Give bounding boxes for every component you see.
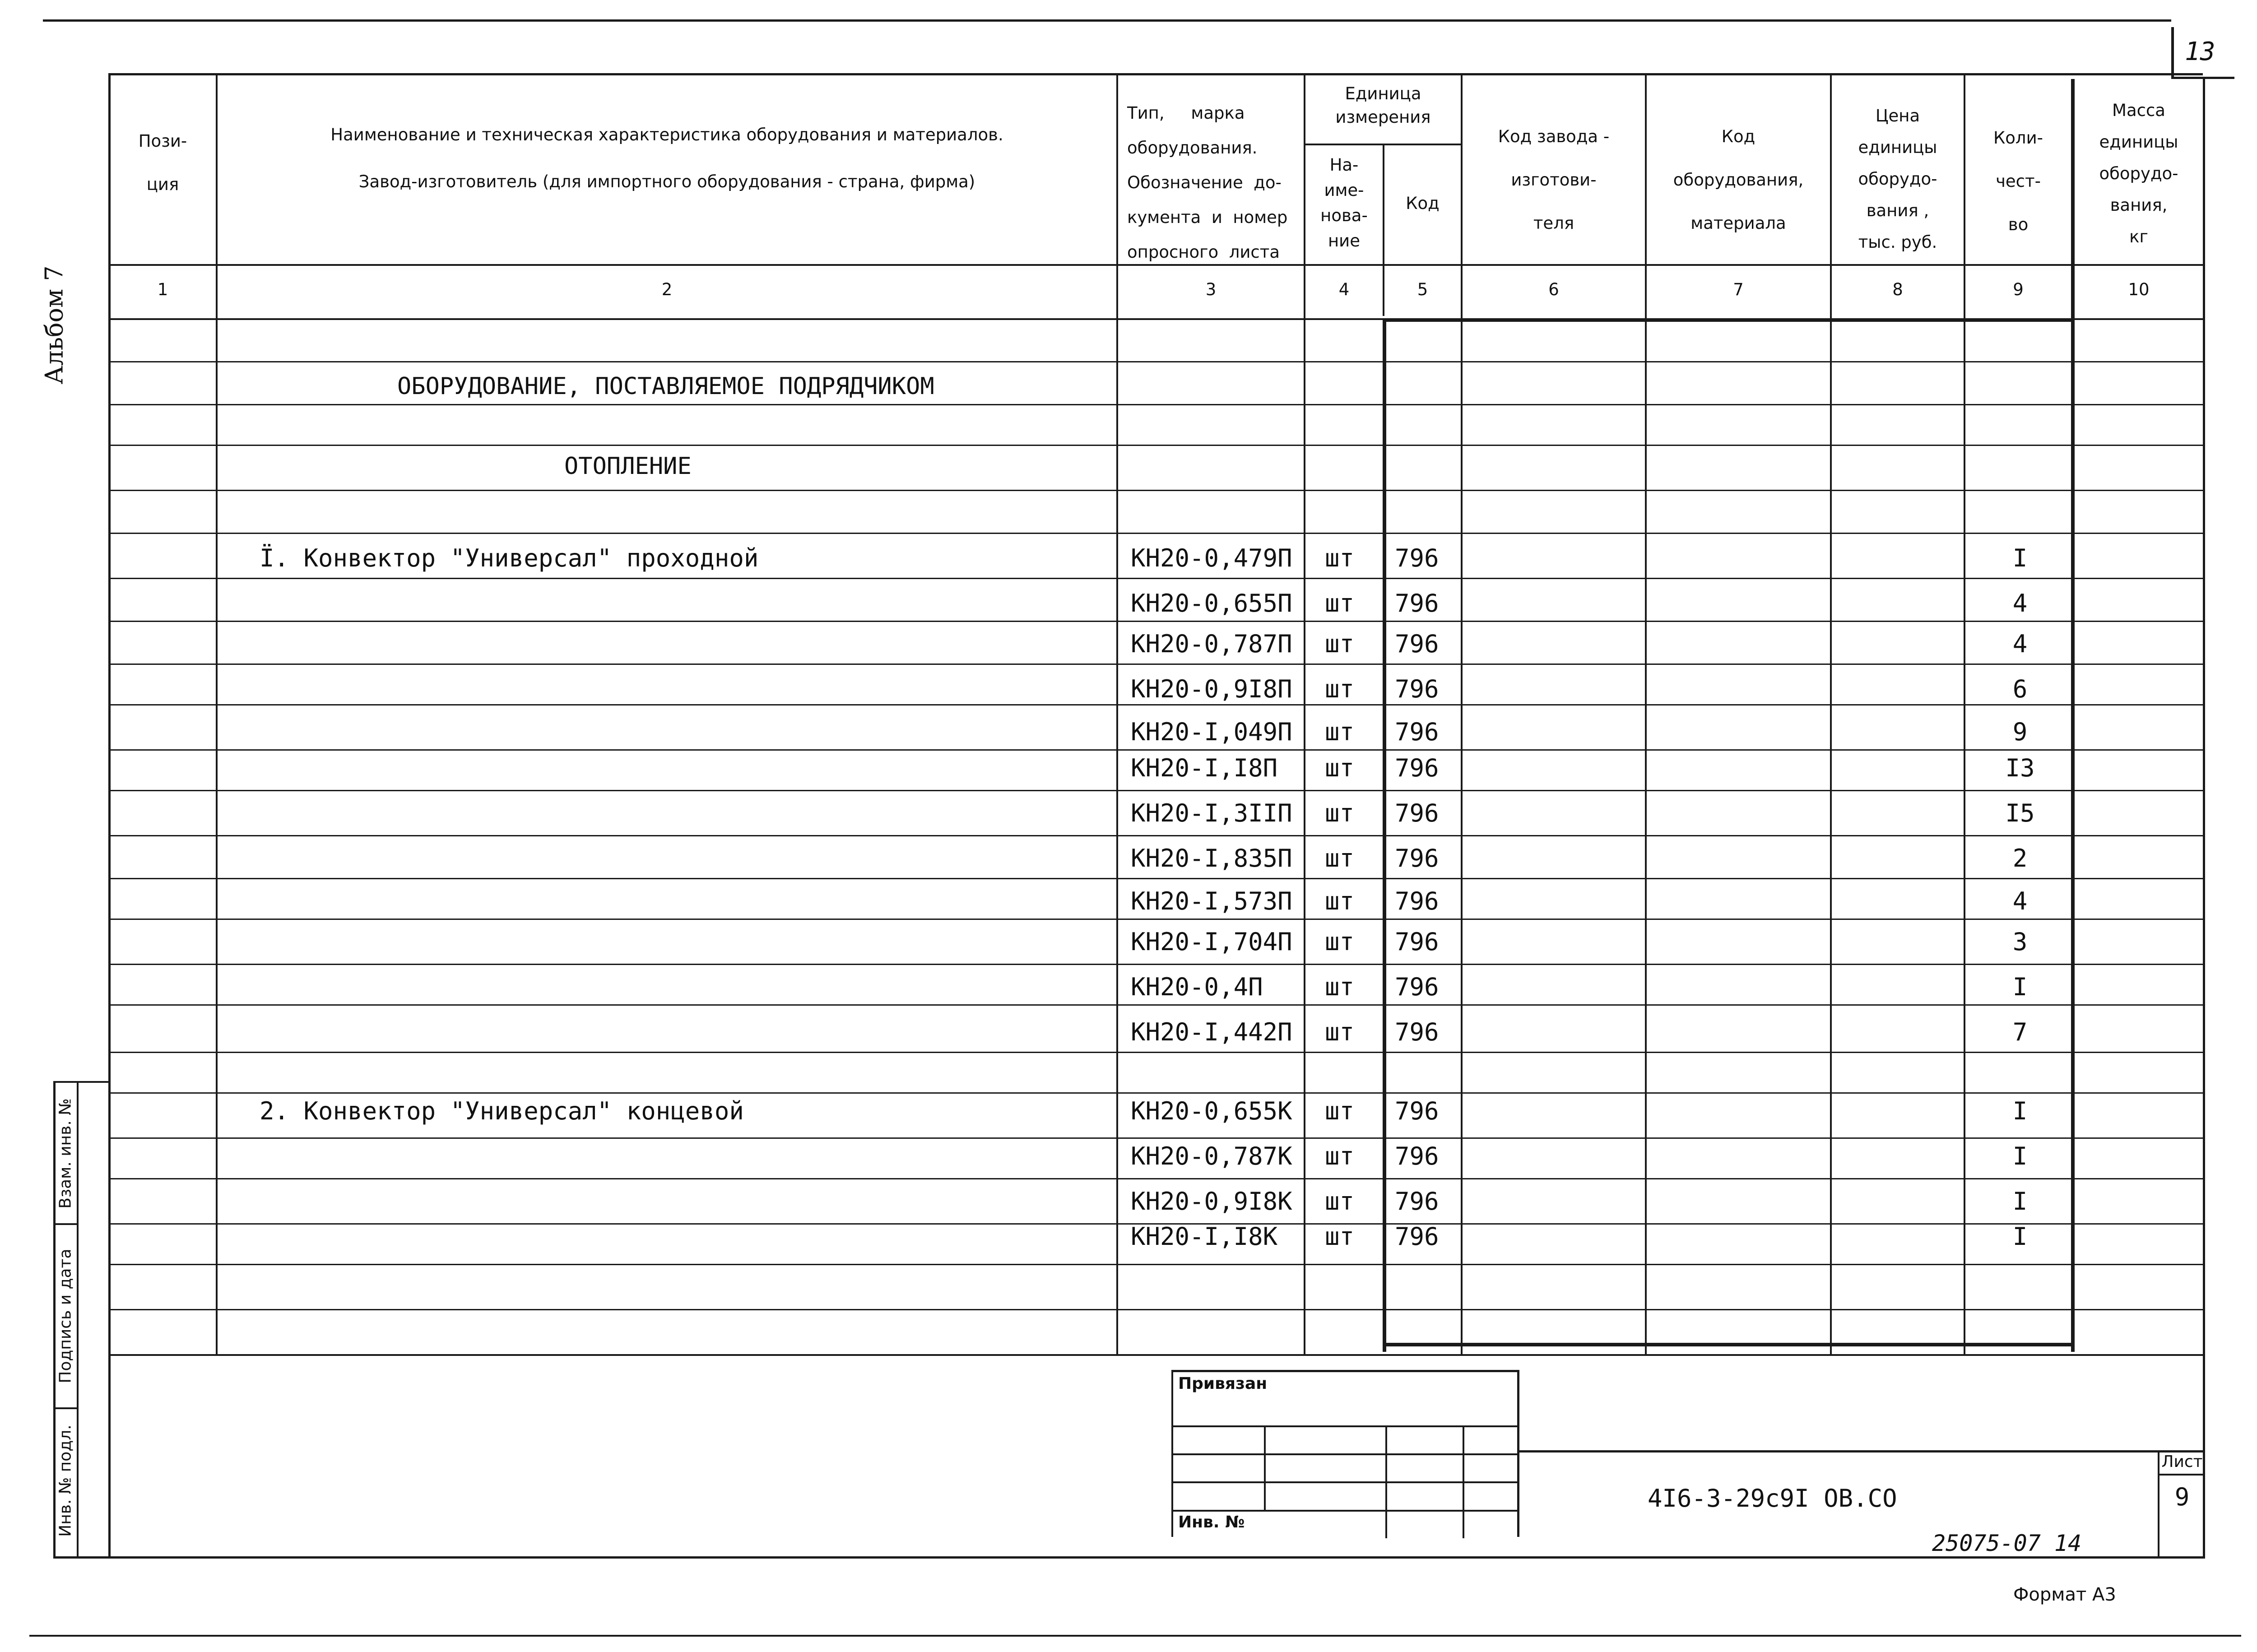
row-qty: I5	[2005, 799, 2035, 827]
row-code: 796	[1395, 928, 1439, 956]
row-unit: шт	[1325, 1018, 1355, 1046]
row-divider	[108, 1052, 2203, 1053]
table-right	[2203, 79, 2205, 1558]
row-qty: 3	[2012, 928, 2028, 956]
column-number: 1	[157, 280, 168, 299]
row-type: КН20-I,573П	[1131, 887, 1292, 915]
row-code: 796	[1395, 1097, 1439, 1125]
format-label: Формат А3	[2013, 1584, 2116, 1605]
top-border-line	[43, 19, 2171, 22]
header-quantity: Коли- чест- во	[1993, 128, 2043, 234]
row-type: КН20-I,442П	[1131, 1018, 1292, 1046]
row-divider	[108, 1004, 2203, 1006]
tb-top	[1171, 1370, 1519, 1372]
header-position: Пози- ция	[138, 131, 187, 194]
row-divider	[108, 1264, 2203, 1265]
row-code: 796	[1395, 544, 1439, 572]
row-unit: шт	[1325, 630, 1355, 658]
row-unit: шт	[1325, 1187, 1355, 1216]
bold-box-top	[1383, 318, 2075, 322]
row-divider	[108, 964, 2203, 965]
table-top	[108, 73, 2203, 75]
tb-row1	[1171, 1425, 1519, 1427]
row-divider	[108, 1309, 2203, 1310]
row-type: КН20-0,655П	[1131, 589, 1292, 617]
row-qty: 9	[2012, 718, 2028, 746]
column-number: 9	[2013, 280, 2024, 299]
replace-inv-no: Взам. инв. №	[56, 1098, 75, 1209]
row-divider	[108, 445, 2203, 446]
row-qty: I	[2012, 1097, 2028, 1125]
header-unit-price: Цена единицы оборудо- вания , тыс. руб.	[1858, 106, 1937, 252]
row-divider	[108, 361, 2203, 362]
header-equipment-code: Код оборудования, материала	[1673, 127, 1804, 233]
column-number: 4	[1338, 280, 1350, 299]
bound-label: Привязан	[1178, 1374, 1268, 1393]
inv-no-label: Инв. №	[1178, 1513, 1245, 1531]
header-mass: Масса единицы оборудо- вания, кг	[2099, 101, 2178, 246]
row-unit: шт	[1325, 844, 1355, 872]
body-bottom	[108, 1354, 2203, 1356]
column-number: 7	[1733, 280, 1744, 299]
header-type: Тип, марка оборудования. Обозначение до- кумента и номер опросного листа	[1127, 103, 1288, 262]
row-unit: шт	[1325, 928, 1355, 956]
row-qty: 6	[2012, 675, 2028, 703]
col-line-8	[1964, 73, 1965, 1354]
header-unit-name: На- име- нова- ние	[1320, 155, 1368, 251]
column-number: 5	[1417, 280, 1428, 299]
column-number: 3	[1205, 280, 1217, 299]
tb-sheet-left	[2158, 1450, 2159, 1559]
row-qty: I	[2012, 973, 2028, 1001]
sheet-corner-number: 13	[2185, 37, 2215, 66]
header-factory-code: Код завода - изготови- теля	[1498, 127, 1610, 233]
row-unit: шт	[1325, 718, 1355, 746]
tb-sheet-div	[2158, 1474, 2203, 1476]
row-divider	[108, 878, 2203, 879]
row-qty: 4	[2012, 630, 2028, 658]
side-stamp-inner	[77, 1081, 79, 1559]
row-divider	[108, 533, 2203, 534]
row-unit: шт	[1325, 1142, 1355, 1170]
tb-row4	[1171, 1510, 1519, 1512]
tb-col3	[1463, 1425, 1464, 1538]
row-unit: шт	[1325, 754, 1355, 782]
row-type: КН20-I,I8К	[1131, 1222, 1278, 1251]
row-type: КН20-I,835П	[1131, 844, 1292, 872]
row-name: 2. Конвектор "Универсал" концевой	[260, 1097, 744, 1125]
col-line-6	[1645, 73, 1647, 1354]
side-stamp-outer-left	[53, 1081, 56, 1559]
row-type: КН20-0,655К	[1131, 1097, 1292, 1125]
row-unit: шт	[1325, 544, 1355, 572]
document-code: 4I6-3-29с9I ОВ.СО	[1648, 1484, 1897, 1513]
tb-row2	[1171, 1453, 1519, 1455]
col-line-5	[1461, 73, 1463, 1354]
row-code: 796	[1395, 754, 1439, 782]
header-unit-group: Единица измерения	[1335, 84, 1431, 127]
header-name-line1: Наименование и техническая характеристика оборудования и материалов.	[330, 125, 1003, 144]
corner-box-left	[2171, 27, 2174, 79]
row-code: 796	[1395, 1142, 1439, 1170]
row-unit: шт	[1325, 973, 1355, 1001]
column-number: 2	[661, 280, 673, 299]
row-unit: шт	[1325, 589, 1355, 617]
row-type: КН20-0,787П	[1131, 630, 1292, 658]
row-divider	[108, 578, 2203, 579]
row-divider	[108, 1178, 2203, 1179]
row-qty: 4	[2012, 887, 2028, 915]
sheet-number: 9	[2174, 1483, 2190, 1511]
tb-col2	[1385, 1425, 1387, 1538]
row-divider	[108, 621, 2203, 622]
row-type: КН20-0,9I8К	[1131, 1187, 1292, 1216]
row-qty: 7	[2012, 1018, 2028, 1046]
tb-doc-top	[1517, 1450, 2203, 1452]
header-unit-code: Код	[1406, 194, 1440, 213]
row-divider	[108, 1092, 2203, 1094]
row-code: 796	[1395, 630, 1439, 658]
section-title: ОБОРУДОВАНИЕ, ПОСТАВЛЯЕМОЕ ПОДРЯДЧИКОМ	[397, 373, 934, 400]
col-line-9-bold	[2071, 79, 2075, 1352]
unit-group-divider	[1304, 144, 1463, 145]
row-type: КН20-0,9I8П	[1131, 675, 1292, 703]
row-divider	[108, 749, 2203, 751]
row-qty: I	[2012, 1142, 2028, 1170]
row-qty: I	[2012, 1222, 2028, 1251]
row-qty: I	[2012, 1187, 2028, 1216]
row-type: КН20-I,3IIП	[1131, 799, 1292, 827]
column-number: 10	[2128, 280, 2150, 299]
section-subtitle: ОТОПЛЕНИЕ	[564, 453, 692, 480]
row-qty: 2	[2012, 844, 2028, 872]
row-type: КН20-0,787К	[1131, 1142, 1292, 1170]
tb-col1	[1264, 1425, 1266, 1511]
row-type: КН20-I,704П	[1131, 928, 1292, 956]
tb-row3	[1171, 1481, 1519, 1483]
column-number: 8	[1892, 280, 1903, 299]
row-type: КН20-I,I8П	[1131, 754, 1278, 782]
row-divider	[108, 790, 2203, 791]
row-qty: 4	[2012, 589, 2028, 617]
signature-date: Подпись и дата	[56, 1248, 75, 1383]
header-name-line2: Завод-изготовитель (для импортного оборудования - страна, фирма)	[358, 172, 975, 191]
row-unit: шт	[1325, 1222, 1355, 1251]
album-label: Альбом 7	[40, 265, 69, 385]
row-code: 796	[1395, 589, 1439, 617]
row-divider	[108, 664, 2203, 665]
bold-box-bottom	[1383, 1343, 2075, 1346]
row-code: 796	[1395, 844, 1439, 872]
row-code: 796	[1395, 887, 1439, 915]
row-divider	[108, 490, 2203, 491]
row-divider	[108, 835, 2203, 836]
row-divider	[108, 1137, 2203, 1139]
row-type: КН20-0,479П	[1131, 544, 1292, 572]
bottom-border-line	[29, 1635, 2241, 1637]
row-divider	[108, 704, 2203, 705]
row-code: 796	[1395, 1018, 1439, 1046]
row-type: КН20-0,4П	[1131, 973, 1263, 1001]
row-unit: шт	[1325, 799, 1355, 827]
column-number: 6	[1548, 280, 1559, 299]
row-divider	[108, 919, 2203, 920]
row-code: 796	[1395, 675, 1439, 703]
col-line-3	[1304, 73, 1305, 1354]
handwritten-number: 25075-07 14	[1932, 1530, 2082, 1556]
row-qty: I3	[2005, 754, 2035, 782]
row-type: КН20-I,049П	[1131, 718, 1292, 746]
row-name: Ï. Конвектор "Универсал" проходной	[260, 544, 759, 572]
row-qty: I	[2012, 544, 2028, 572]
row-unit: шт	[1325, 1097, 1355, 1125]
row-code: 796	[1395, 1187, 1439, 1216]
original-inv-no: Инв. № подл.	[56, 1425, 75, 1537]
sheet-label: Лист	[2161, 1452, 2203, 1471]
row-code: 796	[1395, 799, 1439, 827]
col-line-1	[216, 73, 218, 1354]
row-divider	[108, 404, 2203, 405]
row-unit: шт	[1325, 675, 1355, 703]
row-code: 796	[1395, 718, 1439, 746]
col-line-7	[1830, 73, 1832, 1354]
row-unit: шт	[1325, 887, 1355, 915]
row-code: 796	[1395, 1222, 1439, 1251]
table-bottom	[53, 1556, 2205, 1559]
row-code: 796	[1395, 973, 1439, 1001]
